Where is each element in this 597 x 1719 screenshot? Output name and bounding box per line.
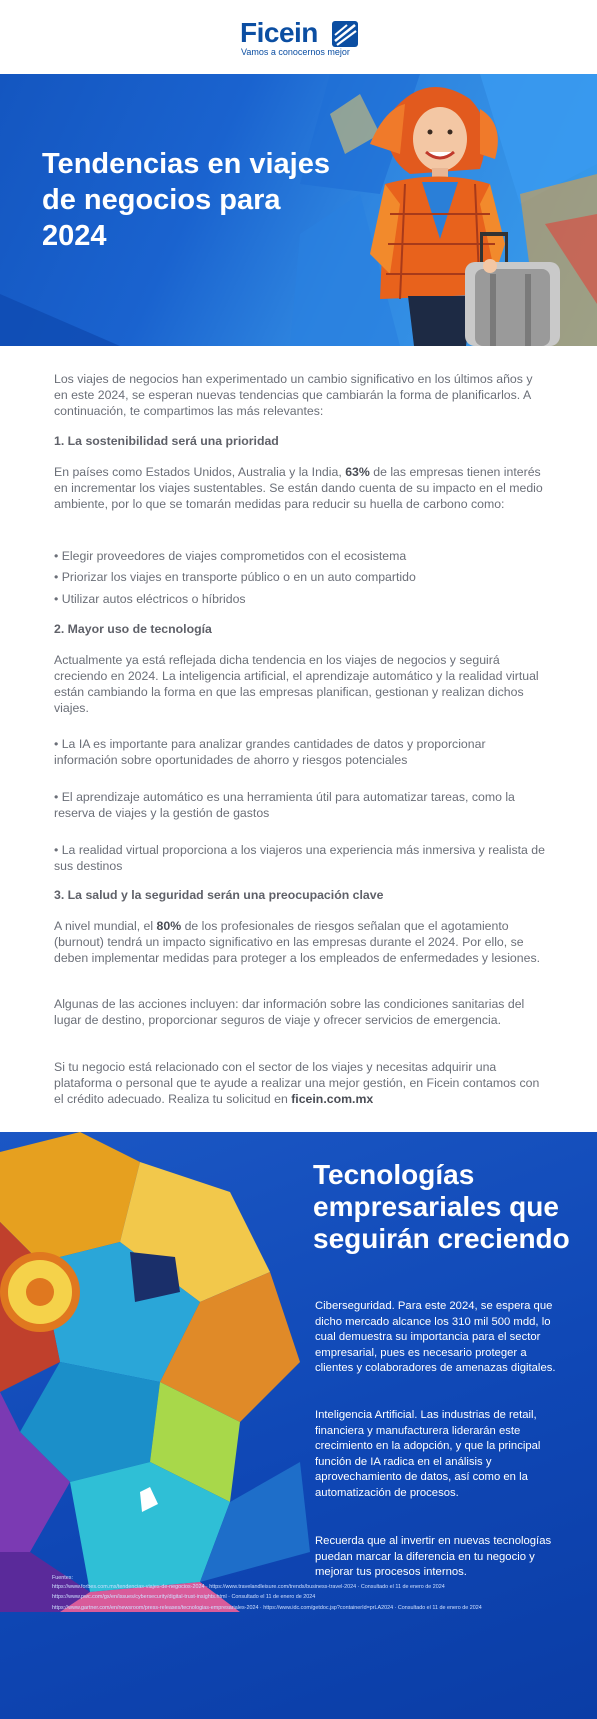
section-2-bullet: • La realidad virtual proporciona a los viajeros una experiencia más inmersiva y realista de sus destinos <box>54 843 545 873</box>
ficein-website-link[interactable]: ficein.com.mx <box>291 1092 374 1106</box>
section-1-bullet: • Utilizar autos eléctricos o híbridos <box>54 592 246 606</box>
section-3-heading: 3. La salud y la seguridad serán una preocupación clave <box>54 888 384 902</box>
logo-swoosh-icon <box>332 21 358 47</box>
ai-paragraph: Inteligencia Artificial. Las industrias de retail, financiera y manufacturera liderarán este crecimiento en la adopción, y que la principal función de IA radica en el análisis y aprovechamiento de datos, así como en la automatización de procesos. <box>315 1409 541 1499</box>
section-3-actions-paragraph: Algunas de las acciones incluyen: dar información sobre las condiciones sanitarias del lugar de destino, proporcionar seguros de viaje y ofrecer servicios de emergencia. <box>54 997 525 1027</box>
source-link[interactable]: https://www.pwc.com/gx/en/issues/cybersecurity/digital-trust-insights.html · Consultado el 11 de enero de 2024 <box>52 1594 316 1600</box>
section-1-heading: 1. La sostenibilidad será una prioridad <box>54 434 279 448</box>
sources-block <box>52 1575 562 1615</box>
intro-paragraph: Los viajes de negocios han experimentado un cambio significativo en los últimos años y en este 2024, se esperan nuevas tendencias que cambiarán la forma de planificarlos. A continuación, te compartimos las más relevantes: <box>54 372 533 418</box>
section-2-bullet: • La IA es importante para analizar grandes cantidades de datos y proporcionar información sobre oportunidades de ahorro y riesgos potenciales <box>54 737 486 767</box>
closing-paragraph: Si tu negocio está relacionado con el sector de los viajes y necesitas adquirir una plataforma o personal que te ayude a realizar una mejor gestión, en Ficein contamos con el crédito adecuado. Realiza tu solicitud en ficein.com.mx <box>54 1060 540 1106</box>
footer-title: Tecnologías empresariales que seguirán creciendo <box>313 1159 570 1254</box>
logo-wordmark: Ficein <box>240 17 318 48</box>
section-2-heading: 2. Mayor uso de tecnología <box>54 622 212 636</box>
stat-63-percent: 63% <box>345 465 370 479</box>
hero-title: Tendencias en viajes de negocios para 2024 <box>42 148 330 252</box>
section-1-paragraph: En países como Estados Unidos, Australia y la India, 63% de las empresas tienen interés en incrementar los viajes sustentables. Se están dando cuenta de su impacto en el medio ambiente, por lo que se tomarán medidas para reducir su huella de carbono como: <box>54 465 543 511</box>
woman-with-suitcase-illustration <box>330 74 597 346</box>
ficein-logo[interactable] <box>240 17 360 61</box>
section-2-bullet: • El aprendizaje automático es una herramienta útil para automatizar tareas, como la reserva de viajes y la gestión de gastos <box>54 790 515 820</box>
stat-80-percent: 80% <box>156 919 182 933</box>
technologies-footer <box>0 1132 597 1719</box>
source-link[interactable]: https://www.gartner.com/en/newsroom/press-releases/tecnologias-empresariales-2024 · https://www.idc.com/getdoc.jsp?containerId=prLA2024 · Consultado el 11 de enero de 2024 <box>52 1604 482 1611</box>
section-3-paragraph: A nivel mundial, el 80% de los profesionales de riesgos señalan que el agotamiento (burnout) tendrá un impacto significativo en las empresas durante el 2024. Por ello, se deben implementar medidas para proteger a los empleados de enfermedades y lesiones. <box>54 919 541 965</box>
sources-label: Fuentes: <box>52 1575 73 1581</box>
page-header <box>0 0 597 74</box>
geometric-robot-illustration <box>0 1132 310 1612</box>
section-2-paragraph: Actualmente ya está reflejada dicha tendencia en los viajes de negocios y seguirá creciendo en 2024. La inteligencia artificial, el aprendizaje automático y la realidad virtual están cambiando la forma en que las empresas planifican, gestionan y realizan dichos viajes. <box>54 653 539 715</box>
cybersecurity-paragraph: Ciberseguridad. Para este 2024, se espera que dicho mercado alcance los 310 mil 500 mdd, lo cual demuestra su importancia para el sector empresarial, pues es necesario proteger a clientes y colaboradores de amenazas digitales. <box>315 1300 556 1374</box>
hero-banner <box>0 74 597 346</box>
logo-tagline: Vamos a conocernos mejor <box>241 47 350 57</box>
source-link[interactable]: https://www.forbes.com.mx/tendencias-viajes-de-negocios-2024 · https://www.travelandleisure.com/trends/business-travel-2024 · Consultado el 11 de enero de 2024 <box>52 1583 445 1590</box>
closing-tech-paragraph: Recuerda que al invertir en nuevas tecnologías puedan marcar la diferencia en tu negocio y mejorar tus procesos internos. <box>315 1535 552 1578</box>
section-1-bullet: • Elegir proveedores de viajes comprometidos con el ecosistema <box>54 549 407 563</box>
section-1-bullet: • Priorizar los viajes en transporte público o en un auto compartido <box>54 570 416 584</box>
